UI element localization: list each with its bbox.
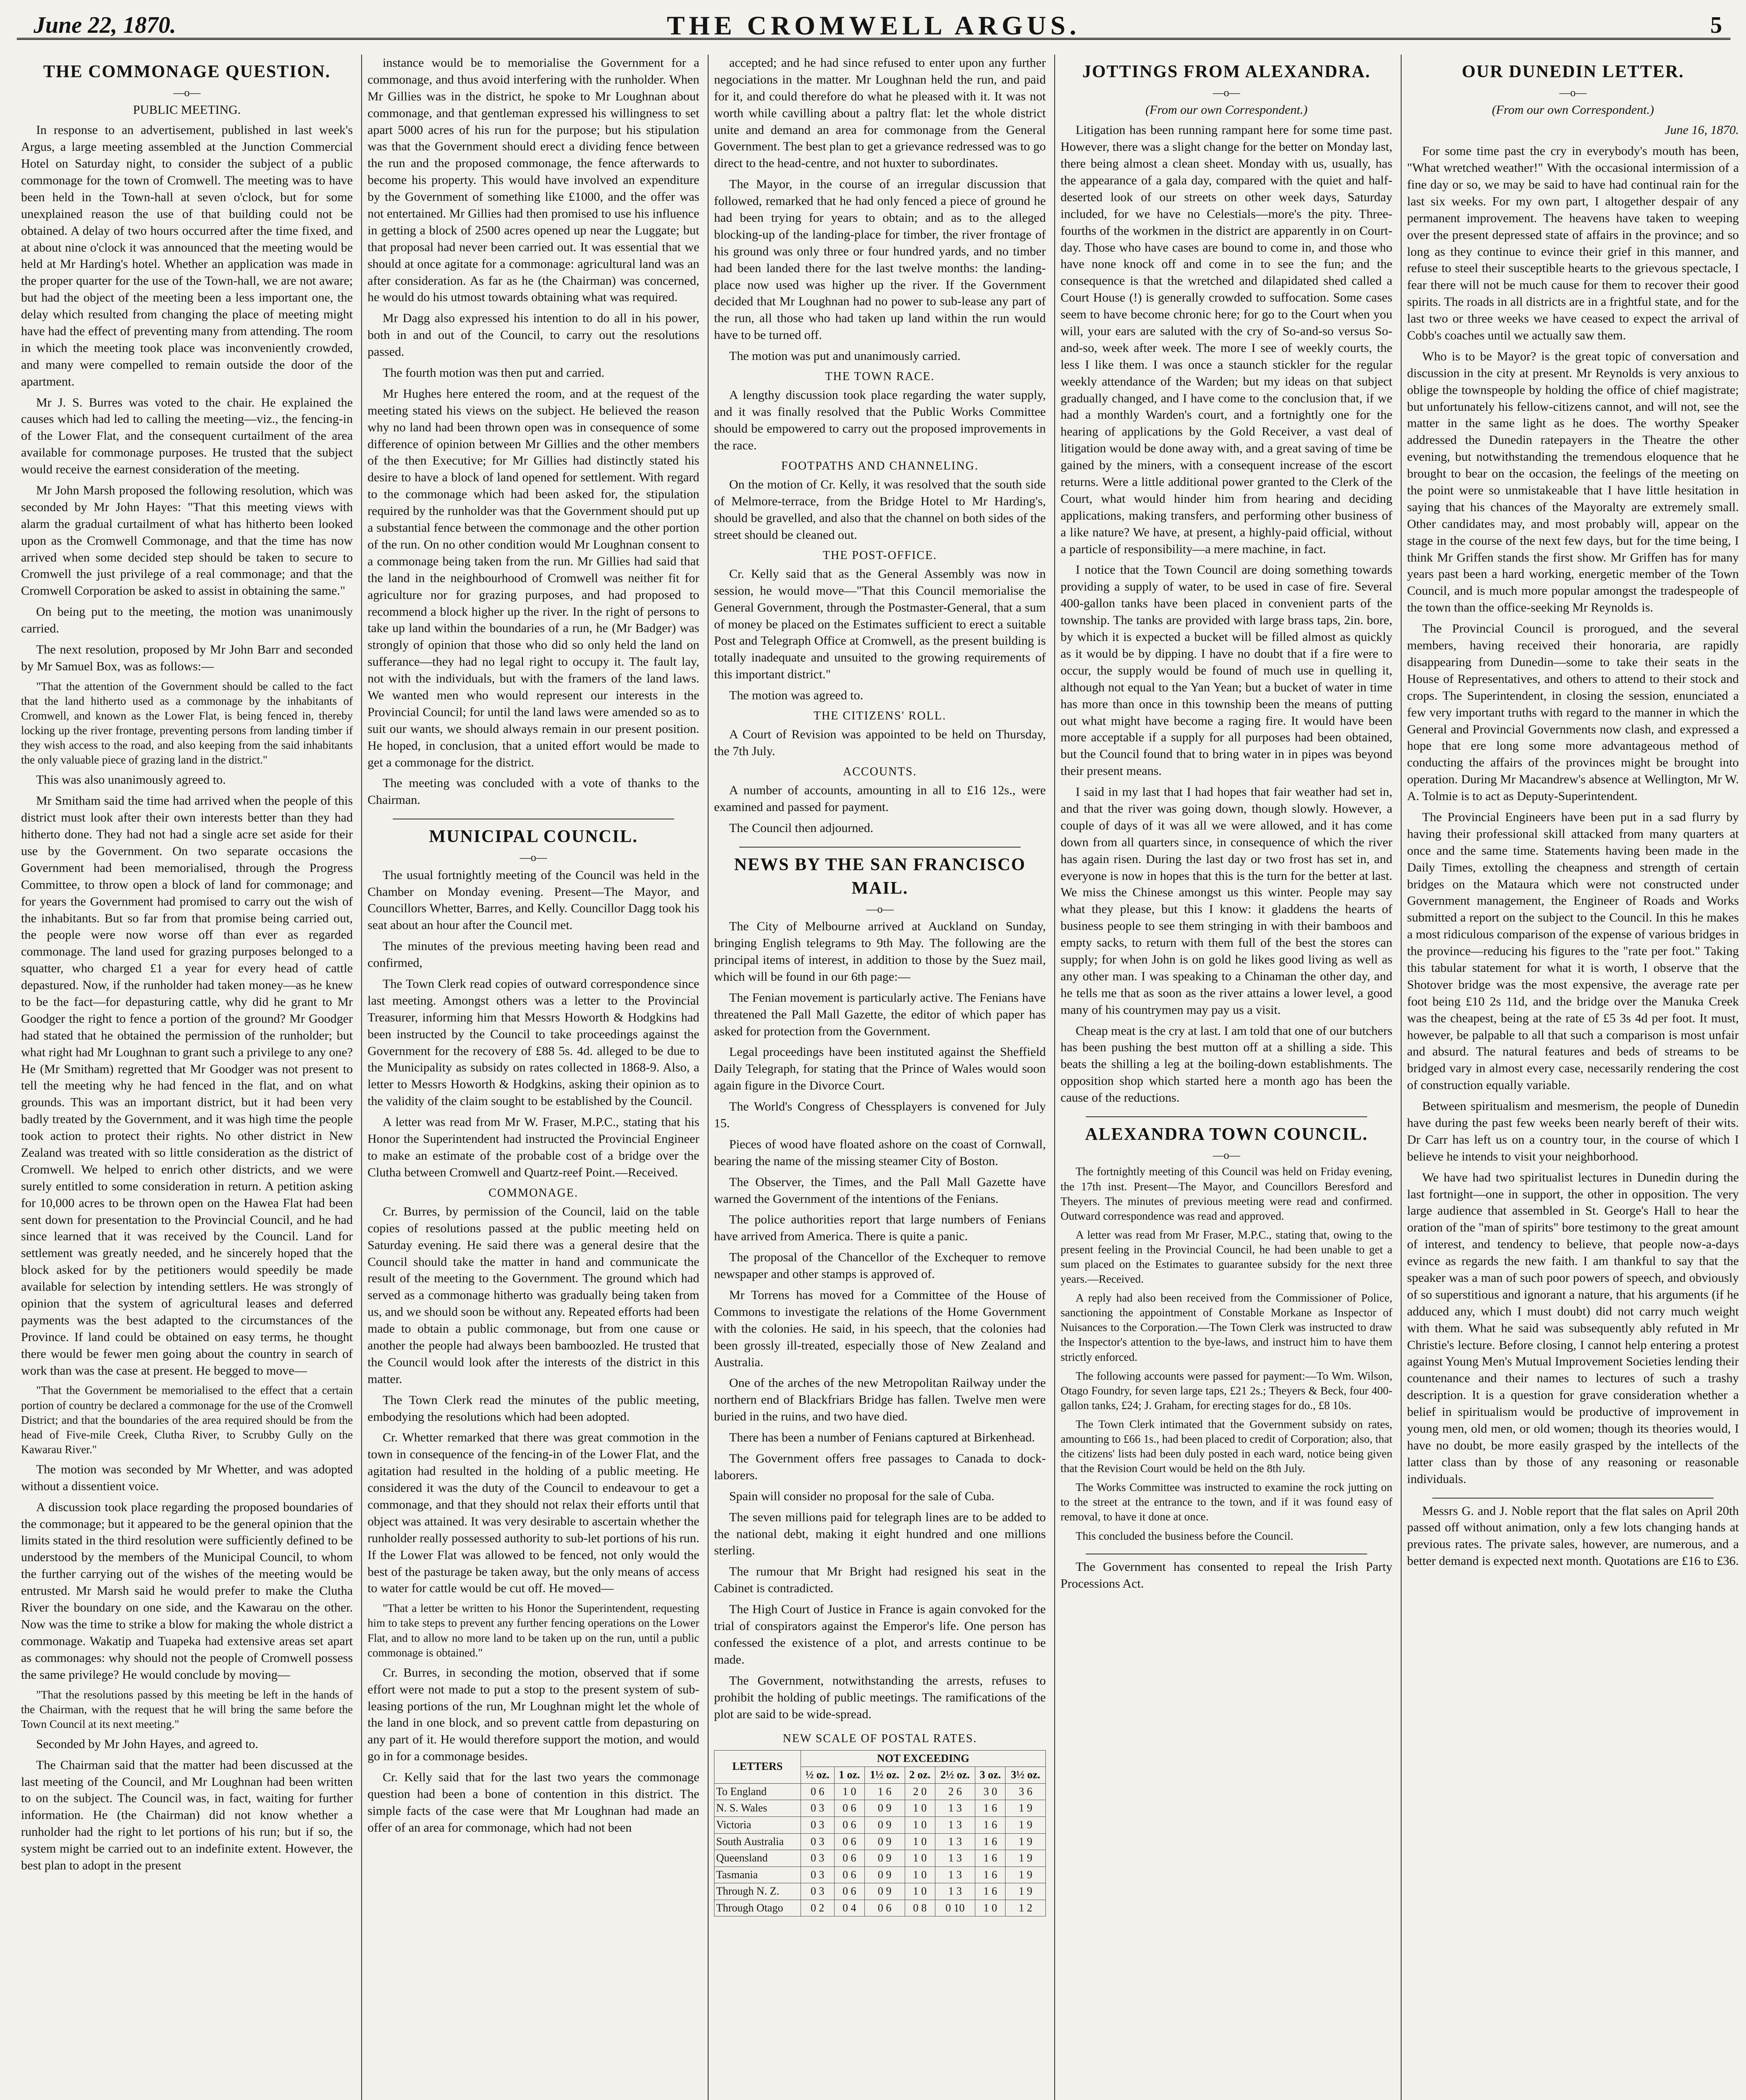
postal-rate-cell: 1 0: [905, 1816, 935, 1833]
article-paragraph: The rumour that Mr Bright had resigned his seat in the Cabinet is contradicted.: [714, 1564, 1046, 1596]
table-row: [714, 1866, 1046, 1883]
article-paragraph: The motion was agreed to.: [729, 688, 864, 703]
postal-rate-cell: 1 3: [935, 1883, 975, 1900]
postal-rate-cell: 1 6: [975, 1816, 1006, 1833]
commonage-subtitle: PUBLIC MEETING.: [133, 103, 241, 117]
postal-rate-cell: 0 6: [864, 1900, 905, 1916]
article-paragraph: The minutes of the previous meeting having been read and confirmed,: [368, 939, 699, 970]
article-paragraph: The World's Congress of Chessplayers is convened for July 15.: [714, 1100, 1046, 1130]
article-paragraph: The Observer, the Times, and the Pall Mall Gazette have warned the Government of the intentions of the Fenians.: [714, 1175, 1046, 1206]
article-paragraph: Pieces of wood have floated ashore on the coast of Cornwall, bearing the name of the missing steamer City of Boston.: [714, 1137, 1046, 1168]
postal-rate-cell: 1 0: [905, 1883, 935, 1900]
article-paragraph: The motion was seconded by Mr Whetter, and was adopted without a dissentient voice.: [21, 1462, 353, 1493]
postal-rate-cell: 0 6: [834, 1816, 864, 1833]
article-paragraph: This concluded the business before the Council.: [1076, 1529, 1294, 1542]
article-paragraph: The proposal of the Chancellor of the Exchequer to remove newspaper and other stamps is approved of.: [714, 1250, 1046, 1281]
column-rule: [1401, 55, 1402, 2100]
postal-rate-cell: 0 3: [801, 1800, 834, 1817]
article-paragraph: The Government has consented to repeal the Irish Party Processions Act.: [1061, 1559, 1392, 1591]
postal-rate-cell: 1 0: [975, 1900, 1006, 1916]
article-paragraph: The next resolution, proposed by Mr John Barr and seconded by Mr Samuel Box, was as follows:—: [21, 643, 353, 673]
news-headline: NEWS BY THE SAN FRANCISCO MAIL.: [734, 855, 1026, 898]
article-paragraph: A letter was read from Mr Fraser, M.P.C., stating that, owing to the present feeling in the Provincial Council, he had been unable to get a sum placed on the Estimates to guarantee subsidy for the next three years.—Received.: [1061, 1228, 1392, 1286]
postal-rate-cell: 0 6: [834, 1883, 864, 1900]
municipal-headline: MUNICIPAL COUNCIL.: [429, 827, 638, 847]
article-paragraph: A Court of Revision was appointed to be held on Thursday, the 7th July.: [714, 727, 1046, 759]
section-kicker: FOOTPATHS AND CHANNELING.: [781, 459, 979, 472]
column-1: [21, 55, 353, 2100]
section-kicker: THE POST-OFFICE.: [822, 549, 937, 562]
postal-rates-title: NEW SCALE OF POSTAL RATES.: [782, 1732, 977, 1746]
postal-rate-cell: 0 9: [864, 1816, 905, 1833]
article-paragraph: In response to an advertisement, published in last week's Argus, a large meeting assembled at the Junction Commercial Hotel on Saturday night, to consider the subject of a public commonage for the town of Cromwell. The meeting was to have been held in the Town-hall at seven o'clock, but for some unexplained reason the use of that building could not be obtained. A delay of two hours occurred after the time fixed, and at about nine o'clock it was announced that the meeting would be held at Mr Harding's hotel. Whether an application was made in the proper quarter for the use of the Town-hall, we are not aware; but had the object of the meeting been a less important one, the delay which resulted from changing the place of meeting might have had the effect of preventing many from attending. The room in which the meeting took place was inconveniently crowded, and many were compelled to remain outside the door of the apartment.: [21, 123, 353, 388]
article-paragraph: Cr. Kelly said that for the last two years the commonage question had been a bone of contention in this district. The simple facts of the case were that Mr Loughnan had made an offer of an area for commonage, which had not been: [368, 1770, 699, 1835]
postal-rate-cell: 1 6: [864, 1783, 905, 1800]
postal-rate-cell: 0 9: [864, 1850, 905, 1867]
article-paragraph: The Town Clerk intimated that the Government subsidy on rates, amounting to £66 1s., had been placed to credit of Corporation; also, that the citizens' lists had been duly posted in each ward, notice being given that the Revision Court would be held on the 8th July.: [1061, 1418, 1392, 1475]
article-paragraph: Between spiritualism and mesmerism, the people of Dunedin have during the past few weeks been nearly bereft of their wits. Dr Carr has left us on a country tour, in the course of which I believe he intends to visit your neighborhood.: [1407, 1099, 1739, 1163]
postal-rate-cell: 1 0: [834, 1783, 864, 1800]
municipal-dash: —o—: [520, 851, 547, 864]
article-paragraph: The motion was put and unanimously carried.: [729, 349, 961, 363]
article-paragraph: The Provincial Engineers have been put in a sad flurry by having their professional skill attacked from many quarters at once and the same time. Statements having been made in the Daily Times, extolling the cheapness and strength of certain bridges on the Mataura which were not constructed under Government management, the Engineer of Roads and Works submitted a report on the subject to the Council. In this he makes a most ridiculous comparison of the expense of various bridges in the province—reducing his figures to the "rate per foot." Taking this tabular statement for what it is worth, I observe that the Shotover bridge was the most expensive, the average rate per foot being £10 2s 11d, and the bridge over the Manuka Creek was the cheapest, being at the rate of £5 3s 4d per foot. It must, however, be palpable to all that such a comparison is most unfair and absurd. The natural features and beds of streams to be bridged vary in almost every case, necessarily rendering the cost of construction equally variable.: [1407, 810, 1739, 1092]
page-number: 5: [1710, 12, 1722, 38]
postal-rate-cell: 1 6: [975, 1833, 1006, 1850]
article-paragraph: On the motion of Cr. Kelly, it was resolved that the south side of Melmore-terrace, from the Bridge Hotel to Mr Harding's, should be gravelled, and also that the channel on both sides of the street should be cleaned out.: [714, 478, 1046, 542]
alexandra-council-headline: ALEXANDRA TOWN COUNCIL.: [1085, 1124, 1368, 1144]
postal-rate-cell: 0 3: [801, 1833, 834, 1850]
article-paragraph: This was also unanimously agreed to.: [36, 773, 226, 787]
postal-weight-header: 1½ oz.: [864, 1767, 905, 1784]
article-paragraph: A discussion took place regarding the proposed boundaries of the commonage; but it appeared to be the general opinion that the limits stated in the third resolution were sufficiently defined to be understood by the members of the Municipal Council, to whom the further carrying out of the wishes of the meeting would be entrusted. Mr Marsh said he would prefer to make the Clutha River the boundary on one side, and the Kawarau on the other. Now was the time to strike a blow for making the whole district a commonage. Wakatip and Tuapeka had extensive areas set apart as commonages: why should not the people of Cromwell possess the same privilege? He would conclude by moving—: [21, 1500, 353, 1682]
postal-rate-cell: 3 6: [1006, 1783, 1046, 1800]
column-2: [368, 55, 699, 2100]
postal-rate-cell: 0 3: [801, 1850, 834, 1867]
postal-weight-header: 2 oz.: [905, 1767, 935, 1784]
resolution-text: "That a letter be written to his Honor the Superintendent, requesting him to take steps to prevent any further fencing operations on the Lower Flat, and to allow no more land to be taken up on the run, until a public commonage is obtained.": [368, 1602, 699, 1659]
article-paragraph: The Town Clerk read copies of outward correspondence since last meeting. Amongst others was a letter to the Provincial Treasurer, informing him that Messrs Howorth & Hodgkins had been instructed by the Council to take proceedings against the Government for the recovery of £88 5s. 4d. alleged to be due to the Municipality as subsidy on rates collected in 1868-9. Also, a letter to Messrs Howorth & Hodgkins, asking their opinion as to the validity of the claim sought to be established by the Council.: [368, 976, 699, 1108]
article-paragraph: accepted; and he had since refused to enter upon any further negociations in the matter. Mr Loughnan held the run, and paid for it, and could therefore do what he pleased with it. It was not worth while cavilling about a paltry flat: let the whole district unite and demand an area for commonage from the General Government. The best plan to get a grievance redressed was to go direct to the head-centre, and not huxter to subordinates.: [714, 56, 1046, 171]
issue-date: June 22, 1870.: [34, 12, 176, 38]
postal-destination: N. S. Wales: [714, 1800, 801, 1817]
table-row: [714, 1883, 1046, 1900]
postal-rate-cell: 0 8: [905, 1900, 935, 1916]
article-paragraph: Litigation has been running rampant here for some time past. However, there was a slight change for the better on Monday last, there being almost a clean sheet. Monday with us, usually, has the appearance of a gala day, compared with the quiet and half-deserted look of our streets on other week days, Saturday included, for we have no Celestials—more's the pity. Three-fourths of the workmen in the district are apparently in on Court-day. Those who have cases are bound to come in, and those who have none knock off and come in to see the fun; and the consequence is that the wretched and dilapidated shed called a Court House (!) is generally crowded to suffocation. Some cases seem to have become chronic here; for go to the Court when you will, your ears are saluted with the cry of So-and-so versus So-and-so, week after week. The more I see of weekly courts, the less I like them. I was once a staunch stickler for the regular weekly attendance of the Warden; but my ideas on that subject gradually changed, and I have come to the conclusion that, if we had a monthly Warden's court, and a fortnightly one for the hearing of applications by the Gold Receiver, a vast deal of litigation would be done away with, and a great saving of time be gained by the miners, with a consequent increase of the escort returns. Were a little additional power granted to the Clerk of the Court, what would hinder him from hearing and deciding applications, making transfers, and performing other business of a like nature? We have, at present, a highly-paid official, without a particle of responsibility—a mere machine, in fact.: [1061, 123, 1392, 556]
postal-rate-cell: 0 9: [864, 1883, 905, 1900]
table-row: [714, 1816, 1046, 1833]
postal-destination: South Australia: [714, 1833, 801, 1850]
postal-rate-cell: 0 6: [834, 1866, 864, 1883]
article-paragraph: Mr Hughes here entered the room, and at the request of the meeting stated his views on the subject. He believed the reason why no land had been thrown open was in consequence of some difference of opinion between Mr Gillies and the other members of the then Executive; for Mr Gillies had distinctly stated his desire to have a block of land opened for settlement. With regard to the commonage which had been asked for, the stipulation required by the runholder was that the Government should put up a substantial fence between the commonage and the other portion of the run. On no other condition would Mr Loughnan consent to a commonage being taken from the run. Mr Gillies had said that the land in the neighbourhood of Cromwell was neither fit for agriculture nor for grazing purposes, and had proposed to recommend a block higher up the river. In the right of persons to take up land within the boundaries of a run, he (Mr Badger) was strongly of opinion that those who did so only held the land on sufferance—they had no legal right to occupy it. The fault lay, not with the individuals, but with the framers of the land laws. We wanted men who would represent our interests in the Provincial Council; for until the land laws were amended so as to suit our wants, we should always remain in our present position. He hoped, in conclusion, that a united effort would be made to get a commonage for the district.: [368, 386, 699, 769]
article-paragraph: A lengthy discussion took place regarding the water supply, and it was finally resolved that the Public Works Committee should be empowered to carry out the proposed improvements in the race.: [714, 388, 1046, 452]
dunedin-dateline: June 16, 1870.: [1665, 123, 1739, 137]
table-row: [714, 1850, 1046, 1867]
article-paragraph: Cr. Whetter remarked that there was great commotion in the town in consequence of the fencing-in of the Lower Flat, and the agitation had resulted in the holding of a public meeting. He considered it was the duty of the Council to endeavour to get a commonage, and that they should not relax their efforts until that object was attained. It was very desirable to ascertain whether the runholder really possessed authority to sub-let portions of his run. If the Lower Flat was allowed to be fenced, not only would the best of the pasturage be taken away, but the only means of access to water for cattle would be cut off. He moved—: [368, 1431, 699, 1596]
postal-destination: Through N. Z.: [714, 1883, 801, 1900]
resolution-text: "That the attention of the Government should be called to the fact that the land hitherto used as a commonage by the inhabitants of Cromwell, and known as the Lower Flat, is being fenced in, thereby locking up the river frontage, preventing persons from landing timber if they wish access to the road, and also keeping from the said inhabitants the only valuable piece of grazing land in the district.": [21, 680, 353, 766]
postal-destination: Through Otago: [714, 1900, 801, 1916]
commonage-headline: THE COMMONAGE QUESTION.: [43, 62, 331, 81]
article-paragraph: The fourth motion was then put and carried.: [383, 366, 605, 380]
table-row: [714, 1900, 1046, 1916]
postal-rate-cell: 1 0: [905, 1833, 935, 1850]
postal-rate-cell: 1 0: [905, 1800, 935, 1817]
article-paragraph: The Mayor, in the course of an irregular discussion that followed, remarked that he had only fenced a piece of ground he had been trying for years to obtain; and as to the alleged blocking-up of the landing-place for timber, the river frontage of his ground was only three or four hundred yards, and no timber had been landed there for the last twelve months: the landing-place now used was higher up the river. If the Government decided that Mr Loughnan had no power to sub-lease any part of the run, all those who had taken up land within the run would have to be turned off.: [714, 177, 1046, 342]
postal-rate-cell: 1 6: [975, 1866, 1006, 1883]
masthead: [17, 8, 1730, 40]
postal-not-exceeding-header: NOT EXCEEDING: [801, 1750, 1045, 1767]
news-dash: —o—: [866, 903, 894, 915]
postal-rate-cell: 1 3: [935, 1833, 975, 1850]
table-row: [714, 1833, 1046, 1850]
article-paragraph: A number of accounts, amounting in all to £16 12s., were examined and passed for payment.: [714, 783, 1046, 814]
table-row: [714, 1783, 1046, 1800]
postal-rate-cell: 1 3: [935, 1816, 975, 1833]
column-rule: [708, 55, 709, 2100]
article-paragraph: Mr John Marsh proposed the following resolution, which was seconded by Mr John Hayes: "That this meeting views with alarm the gradual curtailment of what has hitherto been looked upon as the Cromwell Commonage, and that the time has now arrived when some decided step should be taken to secure to Cromwell the just privilege of a real commonage; and that the Cromwell Corporation be asked to assist in obtaining the same.": [21, 483, 353, 598]
postal-rate-cell: 1 9: [1006, 1800, 1046, 1817]
section-kicker: ACCOUNTS.: [843, 765, 917, 778]
postal-rate-cell: 1 9: [1006, 1866, 1046, 1883]
column-rule: [361, 55, 362, 2100]
article-paragraph: I notice that the Town Council are doing something towards providing a supply of water, to be used in case of fire. Several 400-gallon tanks have been placed in convenient parts of the township. The tanks are provided with large brass taps, 2in. bore, by which it is expected a bucket will be filled almost as quickly as it would be by dipping. I have no doubt that if a fire were to occur, the supply would be found of much use in quelling it, although not equal to the Yan Yean; but a bucket of water in time has more than once in this township been the means of putting out what might have become a raging fire. It would have been more acceptable if a supply for all purposes had been obtained, but the Council found that to bring water in in pipes was beyond their present means.: [1061, 563, 1392, 778]
article-paragraph: We have had two spiritualist lectures in Dunedin during the last fortnight—one in support, the other in opposition. The very large audience that assembled in St. George's Hall to hear the oration of the "man of spirits" bore testimony to the great amount of interest, and tendency to believe, that people now-a-days evince as regards the new faith. I am thankful to say that the speaker was a man of such poor powers of speech, and obviously of so superstitious and ignorant a nature, that his arguments (if he adduced any, which I must doubt) did not carry much weight with them. What he said was subsequently ably refuted in Mr Christie's lecture. Before closing, I cannot help entering a protest against Young Men's Mutual Improvement Societies lending their countenance and their names to lectures of such a trashy description. It is a question for grave consideration whether a belief in spiritualism would be productive of improvement in young men, old men, or old women; though its theories would, I have no doubt, be more easily grasped by the intellects of the latter class than by those of any reasoning or reasonable individuals.: [1407, 1170, 1739, 1486]
article-paragraph: The Town Clerk read the minutes of the public meeting, embodying the resolutions which had been adopted.: [368, 1393, 699, 1424]
postal-rate-cell: 1 3: [935, 1800, 975, 1817]
article-paragraph: Cheap meat is the cry at last. I am told that one of our butchers has been pushing the best mutton off at a shilling a side. This beats the shilling a leg at the boiling-down establishments. The opposition shop which started here a month ago has been the cause of the reductions.: [1061, 1024, 1392, 1105]
column-3: [714, 55, 1046, 2100]
section-kicker: COMMONAGE.: [488, 1186, 578, 1200]
postal-destination: Tasmania: [714, 1866, 801, 1883]
article-paragraph: Messrs G. and J. Noble report that the flat sales on April 20th passed off without animation, only a few lots changing hands at previous rates. The private sales, however, are numerous, and a better demand is expected next month. Quotations are £16 to £36.: [1407, 1504, 1739, 1568]
section-separator: [1432, 1498, 1714, 1499]
postal-rate-cell: 1 0: [905, 1866, 935, 1883]
article-paragraph: For some time past the cry in everybody's mouth has been, "What wretched weather!" With the occasional intermission of a fine day or so, we may be said to have had continual rain for the last six weeks. For my own part, I altogether despair of any permanent improvement. The heavens have taken to weeping over the present depressed state of affairs in the province; and so long as they continue to evince their grief in this manner, and refuse to steel their susceptible hearts to the grievous spectacle, I fear there will not be much cause for them to recover their good spirits. The roads in all districts are in a frightful state, and for the last two or three weeks we have ceased to expect the arrival of Cobb's coaches until we actually saw them.: [1407, 144, 1739, 343]
postal-rate-cell: 1 9: [1006, 1816, 1046, 1833]
article-paragraph: The meeting was concluded with a vote of thanks to the Chairman.: [368, 776, 699, 807]
postal-rate-cell: 0 6: [834, 1833, 864, 1850]
postal-rate-cell: 1 9: [1006, 1883, 1046, 1900]
postal-rate-cell: 0 9: [864, 1800, 905, 1817]
postal-rate-cell: 2 6: [935, 1783, 975, 1800]
article-paragraph: There has been a number of Fenians captured at Birkenhead.: [729, 1431, 1035, 1445]
postal-rate-cell: 1 3: [935, 1866, 975, 1883]
postal-rate-cell: 1 9: [1006, 1833, 1046, 1850]
postal-rate-cell: 0 3: [801, 1816, 834, 1833]
article-paragraph: Seconded by Mr John Hayes, and agreed to.: [36, 1737, 259, 1751]
postal-rate-cell: 1 6: [975, 1850, 1006, 1867]
postal-rate-cell: 1 6: [975, 1883, 1006, 1900]
postal-rate-cell: 0 9: [864, 1833, 905, 1850]
section-kicker: THE TOWN RACE.: [825, 370, 935, 383]
dunedin-byline: (From our own Correspondent.): [1491, 103, 1654, 117]
article-paragraph: The Fenian movement is particularly active. The Fenians have threatened the Pall Mall Gazette, the editor of which paper has asked for protection from the Government.: [714, 990, 1046, 1038]
article-paragraph: A reply had also been received from the Commissioner of Police, sanctioning the appointment of Constable Morkane as Inspector of Nuisances to the Corporation.—The Town Clerk was instructed to draw the Inspector's attention to the bye-laws, and instruct him to have them strictly enforced.: [1061, 1292, 1392, 1363]
postal-rate-cell: 1 6: [975, 1800, 1006, 1817]
postal-rate-cell: 0 6: [801, 1783, 834, 1800]
article-paragraph: The fortnightly meeting of this Council was held on Friday evening, the 17th inst. Present—The Mayor, and Councillors Beresford and Theyers. The minutes of previous meeting were read and confirmed. Outward correspondence was read and approved.: [1061, 1165, 1392, 1222]
article-paragraph: Spain will consider no proposal for the sale of Cuba.: [729, 1489, 995, 1503]
postal-rate-cell: 1 0: [905, 1850, 935, 1867]
column-5: [1407, 55, 1739, 2100]
postal-rate-cell: 2 0: [905, 1783, 935, 1800]
commonage-dash: —o—: [173, 86, 201, 99]
article-paragraph: A letter was read from Mr W. Fraser, M.P.C., stating that his Honor the Superintendent had instructed the Provincial Engineer to make an estimate of the probable cost of a bridge over the Clutha between Cromwell and Quartz-reef Point.—Received.: [368, 1115, 699, 1179]
postal-rate-cell: 1 9: [1006, 1850, 1046, 1867]
postal-rate-cell: 0 3: [801, 1883, 834, 1900]
postal-destination: Queensland: [714, 1850, 801, 1867]
article-paragraph: The seven millions paid for telegraph lines are to be added to the national debt, making it eight hundred and one millions sterling.: [714, 1510, 1046, 1558]
postal-rate-cell: 0 9: [864, 1866, 905, 1883]
postal-letters-header: LETTERS: [714, 1750, 801, 1783]
article-paragraph: instance would be to memorialise the Government for a commonage, and thus avoid interfering with the runholder. When Mr Gillies was in the district, he spoke to Mr Loughnan about commonage, and that gentleman expressed his willingness to set apart 5000 acres of his run for the purpose; but his stipulation was that the Government should erect a dividing fence between the run and the proposed commonage, the fence afterwards to become his property. This would have involved an expenditure by the Government of something like £1000, and the offer was not entertained. Mr Gillies had then promised to use his influence in getting a block of 2500 acres opened up near the Luggate; but that proposal had never been carried out. It was essential that we should at once agitate for a commonage: agricultural land was an after consideration. As far as he (the Chairman) was concerned, he would do his utmost towards obtaining what was required.: [368, 56, 699, 304]
article-paragraph: Cr. Kelly said that as the General Assembly was now in session, he would move—"That this Council memorialise the General Government, through the Postmaster-General, that a sum of money be placed on the Estimates sufficient to erect a suitable Post and Telegraph Office at Cromwell, as the present building is totally inadequate and unsuited to the growing requirements of this important district.": [714, 567, 1046, 682]
postal-rate-cell: 1 3: [935, 1850, 975, 1867]
article-paragraph: The High Court of Justice in France is again convoked for the trial of conspirators against the Emperor's life. One person has confessed the existence of a plot, and arrests continue to be made.: [714, 1602, 1046, 1667]
postal-weight-header: 2½ oz.: [935, 1767, 975, 1784]
postal-weight-header: 3 oz.: [975, 1767, 1006, 1784]
postal-rate-cell: 0 10: [935, 1900, 975, 1916]
postal-weight-header: 1 oz.: [834, 1767, 864, 1784]
table-row: [714, 1800, 1046, 1817]
article-paragraph: Who is to be Mayor? is the great topic of conversation and discussion in the city at present. Mr Reynolds is very anxious to oblige the townspeople by holding the office of chief magistrate; but unfortunately his fellow-citizens cannot, and will not, see the matter in the same light as he does. The worthy Speaker addressed the Dunedin ratepayers in the Theatre the other evening, but notwithstanding the tremendous eloquence that he brought to bear on the occasion, the feelings of the meeting on the point were so unmistakeable that I have little hesitation in saying that his chances of the Mayoralty are extremely small. Other candidates may, and most probably will, appear on the stage in the course of the next few days, but for the time being, I think Mr Griffen stands the first show. Mr Griffen has for many years past been a hard working, energetic member of the Town Council, and is much more popular amongst the tradespeople of the town than the office-seeking Mr Reynolds is.: [1407, 349, 1739, 615]
column-4: [1061, 55, 1392, 2100]
jottings-byline: (From our own Correspondent.): [1145, 103, 1308, 117]
dunedin-dash: —o—: [1559, 86, 1587, 99]
section-separator: [739, 847, 1021, 848]
postal-weight-header: 3½ oz.: [1006, 1767, 1046, 1784]
postal-rate-cell: 0 6: [834, 1850, 864, 1867]
jottings-dash: —o—: [1213, 86, 1240, 99]
article-paragraph: Mr J. S. Burres was voted to the chair. He explained the causes which had led to calling the meeting—viz., the fencing-in of the Lower Flat, and the consequent curtailment of the area available for commonage purposes. He trusted that the subject would receive the earnest consideration of the meeting.: [21, 395, 353, 477]
article-paragraph: I said in my last that I had hopes that fair weather had set in, and that the river was going down, though slowly. However, a couple of days of it was all we were allowed, and it has come down from all quarters since, in consequence of which the river has again risen. During the last day or two frost has set in, and everyone is now in hopes that this is the turn for the better at last. We miss the Chinese amongst us this winter. People may say what they please, but this I know: it gladdens the hearts of business people to see them stringing in with their bamboos and empty sacks, to return with them full of the best the stores can supply; for when John is on gold he likes good living as well as any other man. I was speaking to a Chinaman the other day, and he tells me that as soon as the river attains a lower level, a good many of his countrymen may pay us a visit.: [1061, 785, 1392, 1017]
postal-rates-table: [714, 1750, 1046, 1917]
article-paragraph: Legal proceedings have been instituted against the Sheffield Daily Telegraph, for stating that the Prince of Wales would soon again figure in the Divorce Court.: [714, 1045, 1046, 1093]
postal-rate-cell: 0 6: [834, 1800, 864, 1817]
article-paragraph: The usual fortnightly meeting of the Council was held in the Chamber on Monday evening. Present—The Mayor, and Councillors Whetter, Barres, and Kelly. Councillor Dagg took his seat about an hour after the Council met.: [368, 868, 699, 932]
resolution-text: "That the resolutions passed by this meeting be left in the hands of the Chairman, with the request that he will bring the same before the Town Council at its next meeting.": [21, 1688, 353, 1730]
postal-rate-cell: 1 2: [1006, 1900, 1046, 1916]
postal-destination: Victoria: [714, 1816, 801, 1833]
postal-destination: To England: [714, 1783, 801, 1800]
section-separator: [1086, 1116, 1367, 1117]
alexandra-dash: —o—: [1213, 1149, 1240, 1161]
article-paragraph: Mr Smitham said the time had arrived when the people of this district must look after their own interests better than they had hitherto done. They had not had a single acre set aside for their use by the Government. On two separate occasions the Government had been memorialised, through the Progress Committee, to throw open a block of land for commonage; and for years the Government had promised to carry out the wish of the inhabitants. But so far from that promise being carried out, the people were now worse off than ever as regarded commonage. The land used for grazing purposes belonged to a squatter, who charged £1 a year for every head of cattle depastured. Now, if the runholder had taken money—as he knew to be the fact—for depasturing cattle, why did he grant to Mr Goodger the right to fence a portion of the ground? Mr Goodger had stated that he obtained the permission of the runholder; but what right had Mr Loughnan to grant such a privilege to any one? He (Mr Smitham) regretted that Mr Goodger was not present to tell the meeting why he had fenced in the flat, and on what grounds. This was an important district, but it had been very badly treated by the Government, and it was high time the people took action to protect their rights. No other district in New Zealand was treated with so little consideration as the district of Cromwell. We helped to enrich other districts, and we were surely entitled to some consideration in return. A petition asking for 10,000 acres to be thrown open on the Hawea Flat had been sent down for presentation to the Provincial Council, and he had since learned that it was received by the Council. Land for settlement was greatly needed, and he sincerely hoped that the block asked for by the petitioners would speedily be made available for selection by intending settlers. He was strongly of opinion that the system of agricultural leases and deferred payments was the best adapted to the circumstances of the Province. If land could be obtained on easy terms, he thought there would be fewer men going about the country in search of work than was the case at present. He begged to move—: [21, 794, 353, 1378]
article-paragraph: The police authorities report that large numbers of Fenians have arrived from America. There is quite a panic.: [714, 1213, 1046, 1244]
article-paragraph: On being put to the meeting, the motion was unanimously carried.: [21, 605, 353, 636]
postal-rate-cell: 0 3: [801, 1866, 834, 1883]
article-paragraph: The Provincial Council is prorogued, and the several members, having received their honoraria, are rapidly disappearing from Dunedin—some to take their seats in the House of Representatives, and others to attend to their stock and crops. The Superintendent, in closing the session, enunciated a few very important truths with regard to the manner in which the General and Provincial Governments now clash, and expressed a hope that ere long some more advantageous method of conducting the affairs of the provinces might be brought into operation. During Mr Macandrew's absence at Wellington, Mr W. A. Tolmie is to act as Deputy-Superintendent.: [1407, 622, 1739, 803]
postal-rate-cell: 0 2: [801, 1900, 834, 1916]
article-paragraph: The Council then adjourned.: [729, 821, 874, 835]
article-paragraph: The City of Melbourne arrived at Auckland on Sunday, bringing English telegrams to 9th May. The following are the principal items of interest, in addition to those by the Suez mail, which will be found in our 6th page:—: [714, 919, 1046, 984]
postal-weight-header: ½ oz.: [801, 1767, 834, 1784]
article-paragraph: The Government offers free passages to Canada to dock-laborers.: [714, 1452, 1046, 1482]
jottings-headline: JOTTINGS FROM ALEXANDRA.: [1082, 62, 1371, 81]
column-rule: [1054, 55, 1055, 2100]
article-paragraph: One of the arches of the new Metropolitan Railway under the northern end of Blackfriars Bridge has fallen. Twelve men were buried in the ruins, and two have died.: [714, 1376, 1046, 1424]
article-paragraph: The Works Committee was instructed to examine the rock jutting on to the street at the entrance to the town, and if it was found easy of removal, to have it done at once.: [1061, 1481, 1392, 1523]
newspaper-title: THE CROMWELL ARGUS.: [667, 10, 1081, 40]
article-paragraph: Mr Dagg also expressed his intention to do all in his power, both in and out of the Council, to carry out the resolutions passed.: [368, 311, 699, 359]
article-paragraph: Cr. Burres, by permission of the Council, laid on the table copies of resolutions passed at the public meeting held on Saturday evening. He said there was a general desire that the Council should take the matter in hand and communicate the result of the meeting to the Government. The ground which had served as a commonage hitherto was gradually being taken from us, and we should soon be without any. Repeated efforts had been made to obtain a public commonage, but from one cause or another the people had always been bamboozled. He trusted that the Council would look after the interests of the district in this matter.: [368, 1204, 699, 1386]
postal-rate-cell: 3 0: [975, 1783, 1006, 1800]
article-paragraph: Cr. Burres, in seconding the motion, observed that if some effort were not made to put a stop to the present system of sub-leasing portions of the run, Mr Loughnan might let the whole of the land in one block, and so prevent cattle from depasturing on any part of it. He would therefore support the motion, and would go in for a commonage besides.: [368, 1665, 699, 1764]
dunedin-headline: OUR DUNEDIN LETTER.: [1462, 62, 1684, 81]
postal-rates-body: [714, 1783, 1046, 1916]
article-paragraph: Mr Torrens has moved for a Committee of the House of Commons to investigate the relations of the Home Government with the colonies. He said, in his speech, that the colonies had been grossly ill-treated, especially those of New Zealand and Australia.: [714, 1288, 1046, 1369]
article-paragraph: The following accounts were passed for payment:—To Wm. Wilson, Otago Foundry, for seven large taps, £21 2s.; Theyers & Beck, four 400-gallon tanks, £24; J. Graham, for erecting stages for do., £8 10s.: [1061, 1369, 1392, 1412]
resolution-text: "That the Government be memorialised to the effect that a certain portion of country be declared a commonage for the use of the Cromwell District; and that the boundaries of the area required should be from the head of Five-mile Creek, Clutha River, to Scrubby Gully on the Kawarau River.": [21, 1384, 353, 1456]
article-paragraph: The Chairman said that the matter had been discussed at the last meeting of the Council, and Mr Loughnan had been written to on the subject. The Council was, in fact, waiting for further information. He (the Chairman) did not know whether a runholder had the right to let portions of his run; but if so, the system might be carried out to an indefinite extent. However, the best plan to adopt in the present: [21, 1758, 353, 1873]
article-paragraph: The Government, notwithstanding the arrests, refuses to prohibit the holding of public meetings. The ramifications of the plot are said to be wide-spread.: [714, 1673, 1046, 1721]
section-kicker: THE CITIZENS' ROLL.: [813, 709, 946, 722]
postal-rate-cell: 0 4: [834, 1900, 864, 1916]
